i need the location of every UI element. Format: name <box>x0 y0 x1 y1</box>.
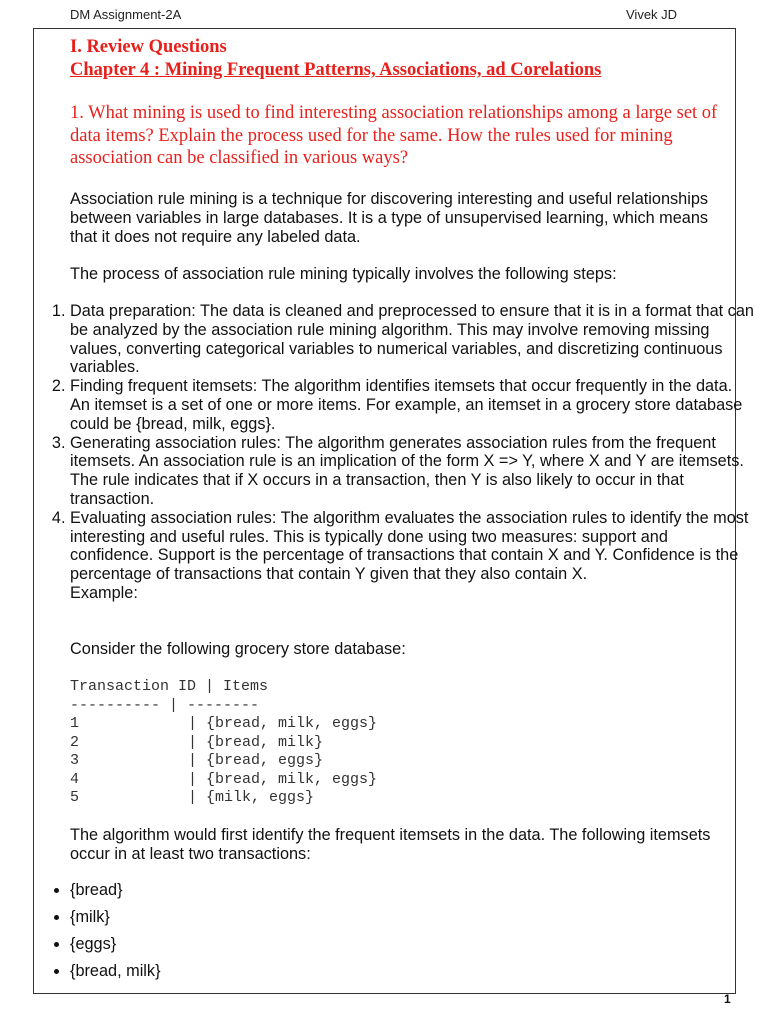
table-row: 1 | {bread, milk, eggs} <box>70 715 378 732</box>
list-item: • {bread} <box>70 881 161 908</box>
list-item: 3. Generating association rules: The algorithm generates association rules from the frequent itemsets. An association rule is an implication of the form X => Y, where X and Y are itemsets. The rule indicates that if X occurs in a transaction, then Y is also likely to occur in that transaction. <box>70 434 755 509</box>
example-label: Example: <box>70 583 138 602</box>
frequent-itemsets-intro: The algorithm would first identify the frequent itemsets in the data. The following itemsets occur in at least two transactions: <box>70 826 711 863</box>
frequent-itemsets-list <box>45 881 161 989</box>
header-left-title: DM Assignment-2A <box>70 7 182 22</box>
list-item: 2. Finding frequent itemsets: The algorithm identifies itemsets that occur frequently in the data. An itemset is a set of one or more items. For example, an itemset in a grocery store database could be {bread, milk, eggs}. <box>70 377 755 433</box>
list-item: • {bread, milk} <box>70 962 161 989</box>
header-right-author: Vivek JD <box>626 7 678 22</box>
consider-text: Consider the following grocery store database: <box>70 640 406 658</box>
question-text: 1. What mining is used to find interesting association relationships among a large set of data items? Explain the process used for the same. How the rules used for mining association can be classified in various ways? <box>70 103 718 168</box>
intro-paragraph: Association rule mining is a technique for discovering interesting and useful relationships between variables in large databases. It is a type of unsupervised learning, which means that it does not require any labeled data. <box>70 190 709 246</box>
table-row: 4 | {bread, milk, eggs} <box>70 770 378 788</box>
step-4-text: Evaluating association rules: The algorithm evaluates the association rules to identify the most interesting and useful rules. This is typically done using two measures: support and confidence. Support is the percentage of transactions that contain X and Y. Confidence is the percentage of transactions that contain Y given that they also contain X. <box>70 508 749 584</box>
list-item: • {milk} <box>70 908 161 935</box>
table-row: 2 | {bread, milk} <box>70 733 324 751</box>
chapter-title: Chapter 4 : Mining Frequent Patterns, Associations, ad Corelations <box>70 60 602 80</box>
col-header-items: Items <box>223 678 269 695</box>
process-intro: The process of association rule mining typically involves the following steps: <box>70 265 617 283</box>
table-row: 3 | {bread, eggs} <box>70 752 324 769</box>
col-header-transaction-id: Transaction ID <box>70 678 197 695</box>
table-header-row: Transaction ID | Items <box>70 678 269 695</box>
section-heading: I. Review Questions <box>70 37 227 57</box>
transaction-table <box>70 678 377 808</box>
table-separator: ---------- | -------- <box>70 696 260 714</box>
steps-list <box>45 302 755 603</box>
list-item: 1. Data preparation: The data is cleaned and preprocessed to ensure that it is in a format that can be analyzed by the association rule mining algorithm. This may involve removing missing values, converting categorical variables to numerical variables, and discretizing continuous variables. <box>70 302 755 377</box>
page-number: 1 <box>724 992 731 1006</box>
list-item <box>70 509 755 603</box>
table-row: 5 | {milk, eggs} <box>70 789 315 806</box>
list-item: • {eggs} <box>70 935 161 962</box>
